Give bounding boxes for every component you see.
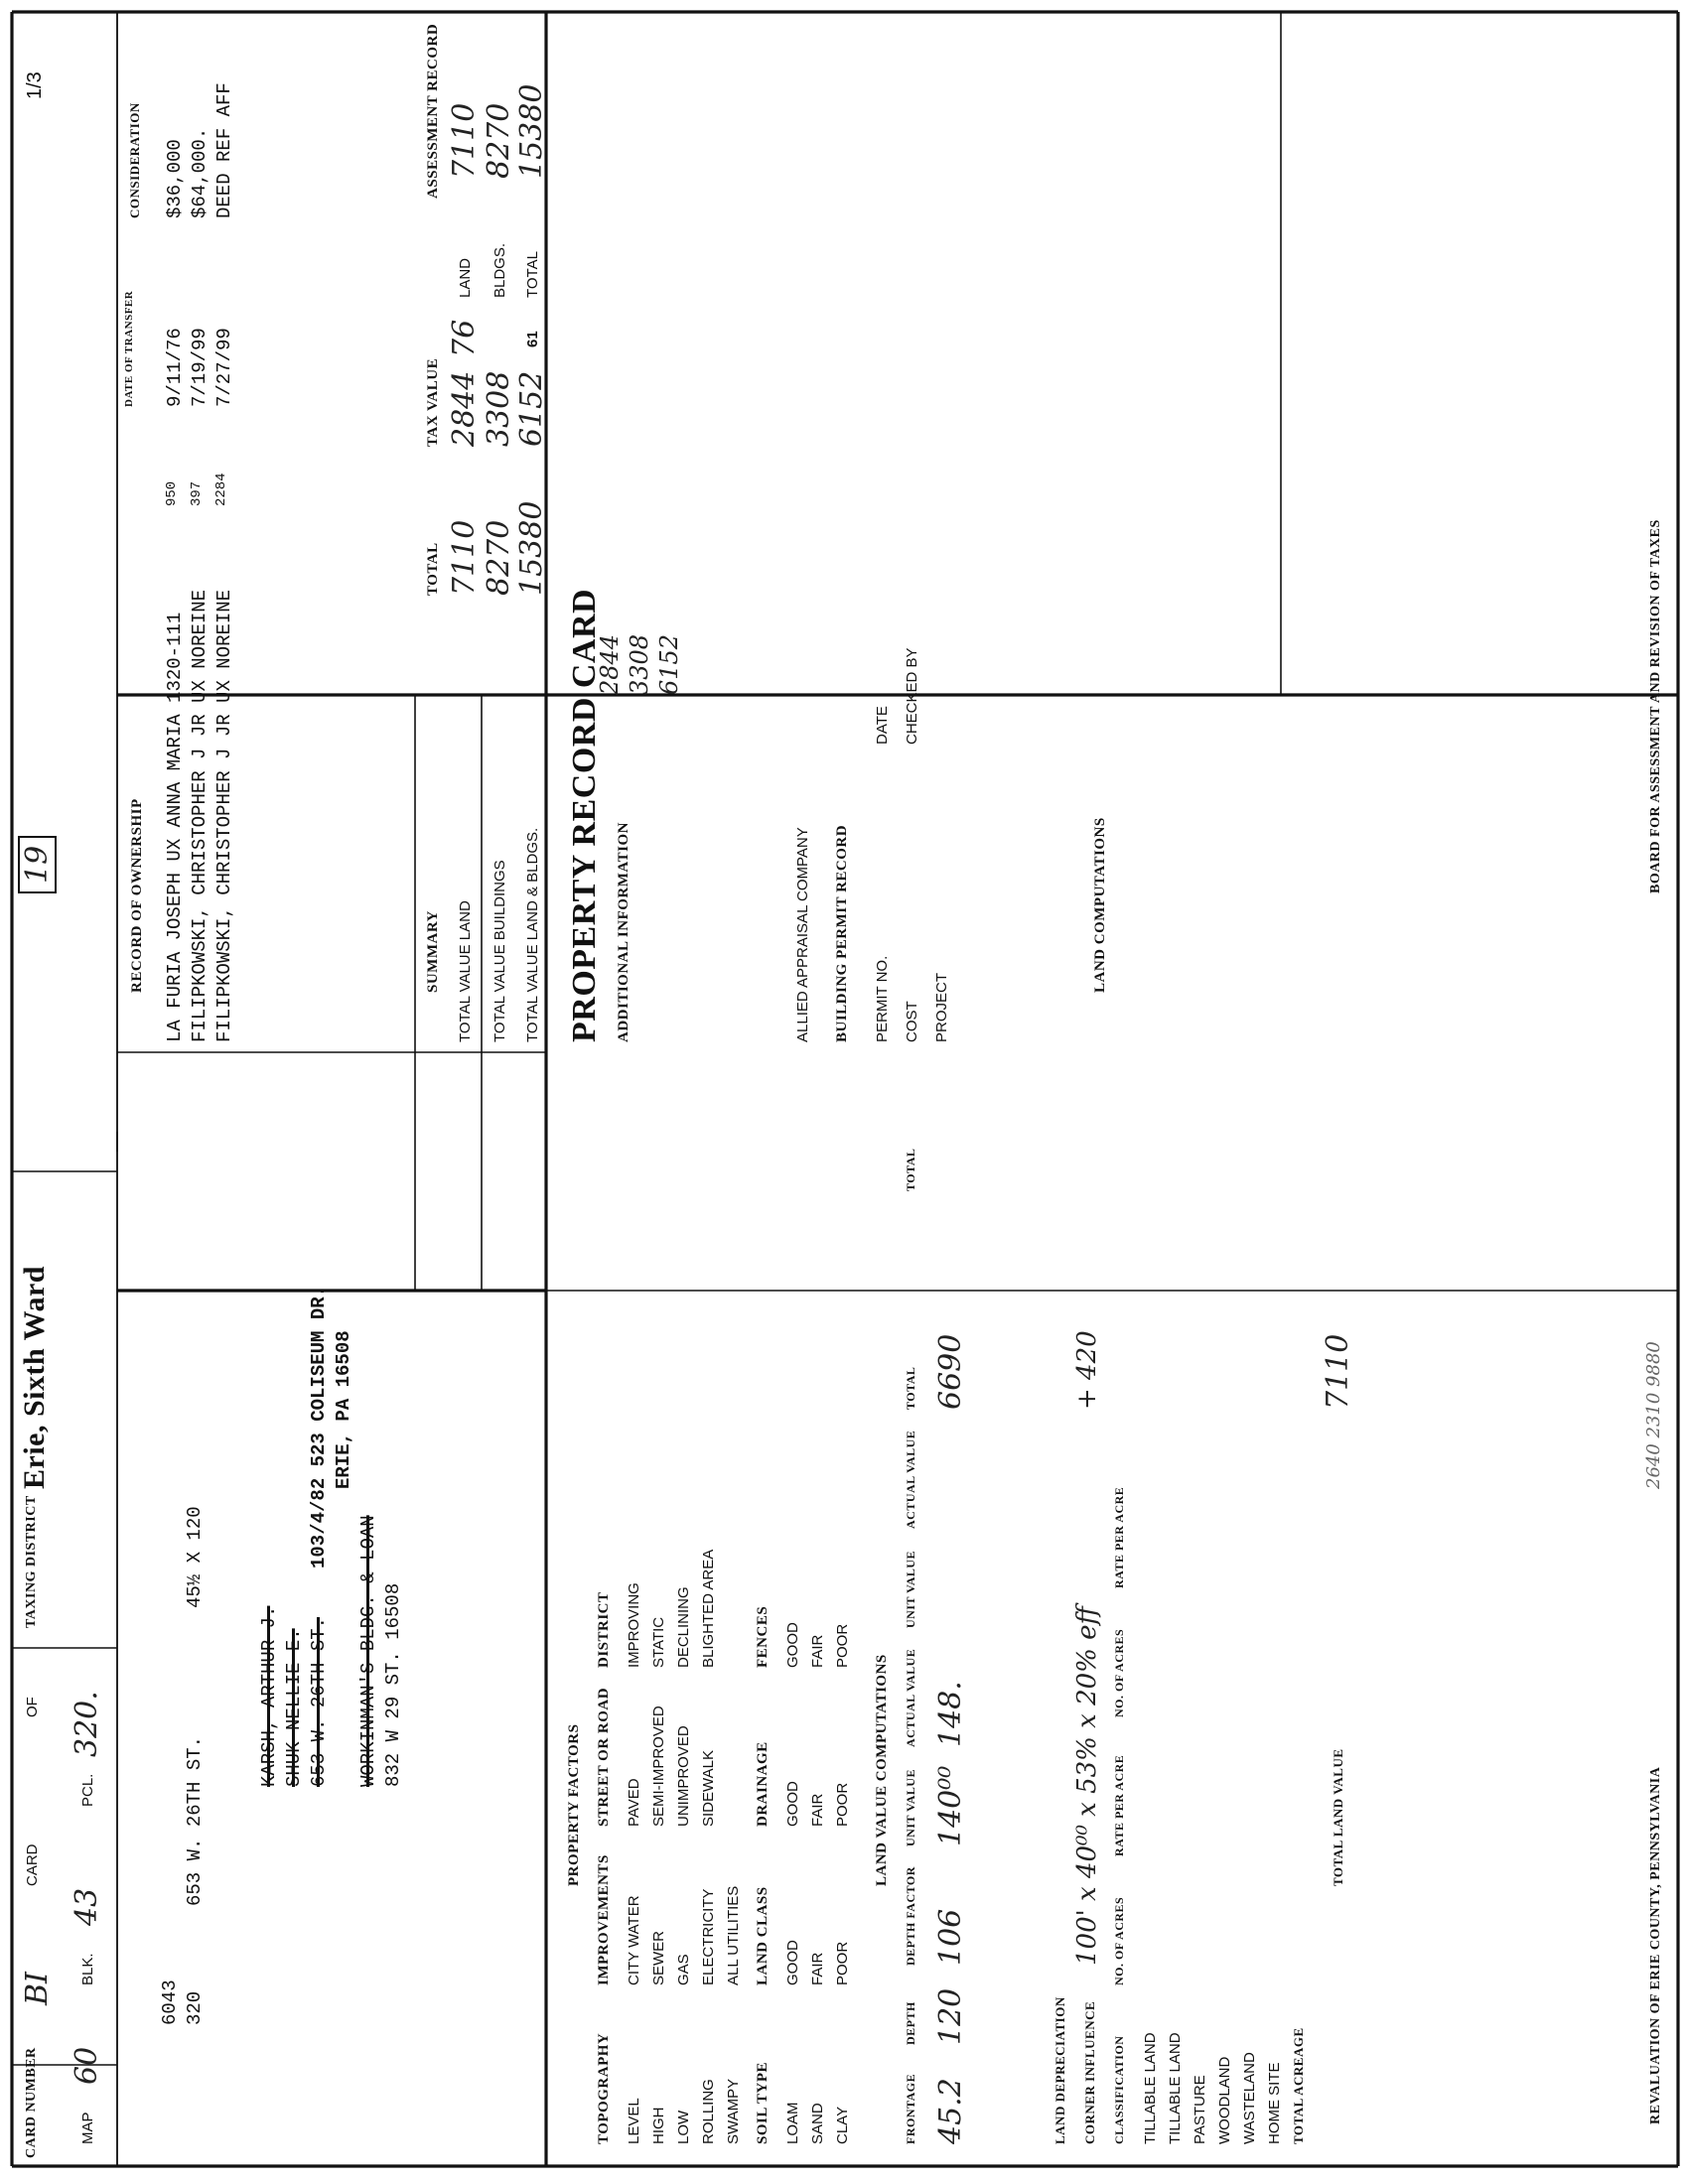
blk-label: BLK. (79, 1953, 96, 1985)
class-1: TILLABLE LAND (1142, 2032, 1159, 2144)
summary-row-3-label: TOTAL VALUE LAND & BLDGS. (524, 827, 541, 1042)
card-number-label: CARD NUMBER (24, 2047, 39, 2158)
assessment-total-label: TOTAL (524, 251, 541, 298)
lv-header-unit-value: UNIT VALUE (904, 1768, 917, 1846)
permit-cost: COST (904, 1001, 920, 1042)
ownership-title: RECORD OF OWNERSHIP (129, 798, 145, 993)
fences-3: POOR (834, 1623, 851, 1668)
summary-row-1-tax: 2844 (447, 370, 482, 447)
assessment-year-mark: 61 (524, 331, 541, 347)
acreage-header-2: NO. OF ACRES (1112, 1896, 1126, 1985)
owner-1-consideration: $36,000 (164, 139, 186, 218)
additional-info-title: ADDITIONAL INFORMATION (616, 822, 632, 1042)
code-2: 320 (184, 1990, 206, 2025)
page-ref: 1/3 (24, 71, 46, 99)
street-header: STREET OR ROAD (596, 1687, 612, 1827)
street-3: UNIMPROVED (675, 1725, 692, 1827)
acreage-header-4: NO. OF ACRES (1112, 1628, 1126, 1717)
owner-2-date: 7/19/99 (189, 328, 210, 407)
improvements-2: SEWER (650, 1930, 667, 1985)
acreage-header-5: RATE PER ACRE (1112, 1486, 1126, 1588)
assessment-first-year: 76 (447, 319, 482, 357)
card-title: PROPERTY RECORD CARD (566, 588, 603, 1042)
lv-header-actual-value: ACTUAL VALUE (904, 1648, 917, 1747)
lv-header-depth: DEPTH (904, 2001, 917, 2045)
old-owner-2: SHUK NELLIE E. (283, 1628, 305, 1787)
land-depreciation: LAND DEPRECIATION (1052, 1996, 1067, 2144)
acreage-header-3: RATE PER ACRE (1112, 1754, 1126, 1856)
lv-actual-value: 148. (933, 1681, 968, 1747)
soil-2: SAND (809, 2103, 826, 2144)
footer-left: REVALUATION OF ERIE COUNTY, PENNSYLVANIA (1648, 1766, 1663, 2124)
footer-right: BOARD FOR ASSESSMENT AND REVISION OF TAXES (1648, 519, 1663, 893)
drainage-3: POOR (834, 1782, 851, 1827)
summary-row-2-total: 8270 (482, 519, 516, 596)
corner-influence: CORNER INFLUENCE (1082, 2000, 1097, 2144)
lv-depth-factor: 106 (933, 1908, 968, 1966)
soil-3: CLAY (834, 2106, 851, 2144)
soil-header: SOIL TYPE (755, 2061, 771, 2144)
fences-1: GOOD (784, 1622, 801, 1668)
fences-2: FAIR (809, 1634, 826, 1668)
checked-by: CHECKED BY (904, 647, 920, 745)
old-owner-3: 653 W. 26TH ST. (308, 1616, 330, 1787)
land-computations: LAND COMPUTATIONS (1092, 817, 1108, 993)
class-4: WOODLAND (1216, 2056, 1233, 2144)
street-1: PAVED (626, 1778, 642, 1827)
topography-header: TOPOGRAPHY (596, 2032, 612, 2144)
of-label: OF (24, 1697, 41, 1717)
summary-tax-header: TAX VALUE (425, 357, 441, 447)
additional-value-3: 6152 (655, 633, 683, 695)
lv-header-depth-factor: DEPTH FACTOR (904, 1866, 917, 1966)
improvements-header: IMPROVEMENTS (596, 1854, 612, 1985)
pcl-value: 320. (70, 1691, 104, 1757)
address: 653 W. 26TH ST. (184, 1735, 206, 1906)
lv-header-actual-value-2: ACTUAL VALUE (904, 1430, 917, 1529)
summary-row-2-label: TOTAL VALUE BUILDINGS (491, 860, 508, 1042)
building-permit-title: BUILDING PERMIT RECORD (834, 824, 850, 1042)
fences-header: FENCES (755, 1605, 771, 1668)
corner-total: + 420 (1072, 1330, 1102, 1410)
assessment-bldgs-label: BLDGS. (491, 242, 508, 298)
land-value-title: LAND VALUE COMPUTATIONS (874, 1654, 890, 1886)
land-class-header: LAND CLASS (755, 1886, 771, 1985)
mailing-2: 832 W 29 ST. 16508 (382, 1582, 404, 1787)
map-value: 60 (70, 2046, 104, 2085)
mailing-1: WORKINMAN'S BLDG. & LOAN (357, 1515, 379, 1787)
additional-value-1: 2844 (596, 633, 624, 695)
lv-header-total-2: TOTAL (904, 1148, 917, 1191)
street-4: SIDEWALK (700, 1750, 717, 1827)
owner-1-date: 9/11/76 (164, 328, 186, 407)
acreage-header-1: CLASSIFICATION (1112, 2035, 1126, 2144)
land-class-2: FAIR (809, 1952, 826, 1985)
soil-1: LOAM (784, 2102, 801, 2144)
lv-header-frontage: FRONTAGE (904, 2073, 917, 2144)
assessment-total-value: 15380 (514, 83, 549, 179)
summary-row-2-tax: 3308 (482, 370, 516, 447)
owner-2-name: FILIPKOWSKI, CHRISTOPHER J JR UX NOREINE (189, 589, 210, 1042)
ward-box: 19 (18, 836, 57, 893)
improvements-5: ALL UTILITIES (725, 1885, 742, 1985)
date-of-transfer-header: DATE OF TRANSFER (123, 290, 135, 407)
total-land-value-label: TOTAL LAND VALUE (1331, 1748, 1345, 1886)
lv-depth: 120 (933, 1987, 968, 2045)
district-header: DISTRICT (596, 1591, 612, 1668)
land-class-3: POOR (834, 1941, 851, 1985)
taxing-district-label: TAXING DISTRICT (24, 1495, 39, 1628)
consideration-header: CONSIDERATION (127, 102, 142, 218)
assessment-bldgs-value: 8270 (482, 102, 516, 179)
topography-4: ROLLING (700, 2079, 717, 2144)
drainage-header: DRAINAGE (755, 1741, 771, 1827)
class-6: HOME SITE (1266, 2062, 1283, 2144)
owner-2-ref: 397 (189, 480, 205, 506)
district-4: BLIGHTED AREA (700, 1549, 717, 1668)
pencil-note: 2640 2310 9880 (1643, 1341, 1664, 1489)
owner-3-consideration: DEED REF AFF (213, 82, 235, 218)
class-3: PASTURE (1192, 2075, 1208, 2144)
assessment-title: ASSESSMENT RECORD (425, 23, 441, 199)
blk-value: 43 (70, 1887, 104, 1926)
land-class-1: GOOD (784, 1940, 801, 1985)
additional-value-2: 3308 (626, 633, 653, 695)
taxing-district-value: Erie, Sixth Ward (18, 1266, 51, 1489)
permit-date: DATE (874, 706, 891, 745)
topography-5: SWAMPY (725, 2078, 742, 2144)
new-owner-2: ERIE, PA 16508 (333, 1330, 354, 1489)
district-2: STATIC (650, 1616, 667, 1668)
owner-3-date: 7/27/99 (213, 328, 235, 407)
total-acreage: TOTAL ACREAGE (1291, 2027, 1306, 2144)
lv-unit-value: 140⁰⁰ (933, 1765, 968, 1846)
class-5: WASTELAND (1241, 2052, 1258, 2144)
project: PROJECT (933, 972, 950, 1042)
owner-1-name: LA FURIA JOSEPH UX ANNA MARIA 1320-111 (164, 612, 186, 1042)
permit-no: PERMIT NO. (874, 955, 891, 1042)
improvements-1: CITY WATER (626, 1895, 642, 1985)
card-label: CARD (24, 1843, 41, 1886)
street-2: SEMI-IMPROVED (650, 1706, 667, 1827)
topography-3: LOW (675, 2110, 692, 2144)
dimensions: 45½ X 120 (184, 1506, 206, 1608)
summary-row-1-total: 7110 (447, 519, 482, 596)
drainage-2: FAIR (809, 1793, 826, 1827)
summary-row-3-total: 15380 (514, 500, 549, 596)
owner-1-ref: 950 (164, 480, 180, 506)
owner-2-consideration: $64,000. (189, 127, 210, 218)
lv-frontage: 45.2 (933, 2078, 968, 2144)
summary-row-3-tax: 6152 (514, 370, 549, 447)
class-2: TILLABLE LAND (1167, 2032, 1184, 2144)
new-owner-1: 103/4/82 523 COLISEUM DR. (308, 1285, 330, 1569)
topography-1: LEVEL (626, 2098, 642, 2144)
owner-3-ref: 2284 (213, 473, 229, 506)
summary-row-1-label: TOTAL VALUE LAND (457, 900, 474, 1042)
topography-2: HIGH (650, 2107, 667, 2144)
summary-total-header: TOTAL (425, 542, 441, 596)
old-owner-1: KARSH, ARTHUR J. (258, 1605, 280, 1787)
assessment-land-value: 7110 (447, 102, 482, 179)
map-label: MAP (79, 2112, 96, 2144)
owner-3-name: FILIPKOWSKI, CHRISTOPHER J JR UX NOREINE (213, 589, 235, 1042)
improvements-4: ELECTRICITY (700, 1888, 717, 1985)
assessment-land-label: LAND (457, 257, 474, 298)
district-1: IMPROVING (626, 1582, 642, 1668)
property-factors-title: PROPERTY FACTORS (566, 1723, 582, 1886)
summary-title: SUMMARY (425, 910, 441, 993)
lv-header-unit-value-2: UNIT VALUE (904, 1550, 917, 1628)
lv-header-total: TOTAL (904, 1366, 917, 1410)
improvements-3: GAS (675, 1954, 692, 1985)
total-land-value: 7110 (1321, 1333, 1355, 1410)
lv-total: 6690 (933, 1333, 968, 1410)
district-3: DECLINING (675, 1586, 692, 1668)
drainage-1: GOOD (784, 1781, 801, 1827)
allied-company: ALLIED APPRAISAL COMPANY (794, 827, 811, 1042)
card-number-value: BI (20, 1972, 55, 2005)
corner-formula: 100' x 40⁰⁰ x 53% x 20% eff (1072, 1606, 1102, 1966)
pcl-label: PCL. (79, 1773, 96, 1807)
code-1: 6043 (159, 1979, 181, 2025)
